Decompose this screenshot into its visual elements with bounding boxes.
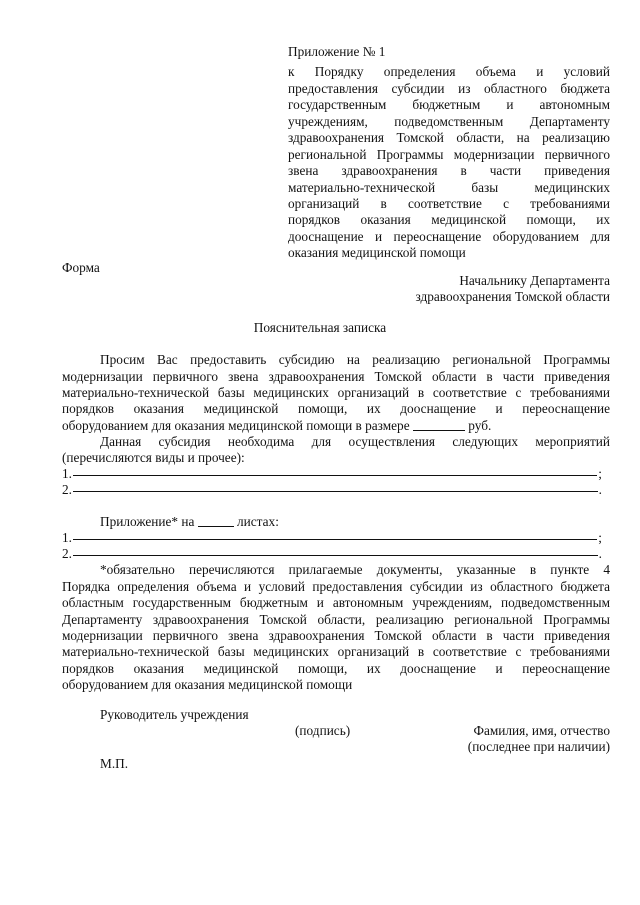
purpose-item-2 (62, 482, 602, 498)
request-last-prefix: оборудованием для оказания медицинской помощи в размере (62, 418, 410, 433)
appendix-line: государственным бюджетным и автономным (288, 97, 610, 112)
request-line: модернизации первичного звена здравоохранения Томской области в части приведения (62, 369, 610, 384)
footnote-line: Департаменту здравоохранения Томской области, реализацию региональной Программы (62, 612, 610, 627)
addressee-line-1: Начальнику Департамента (459, 273, 610, 288)
attachment-item-2 (62, 546, 602, 562)
sheets-count-blank[interactable] (198, 526, 234, 527)
item-number: 2. (62, 482, 72, 497)
currency-label: руб. (468, 418, 492, 433)
name-note: (последнее при наличии) (467, 739, 610, 754)
appendix-line: звена здравоохранения в части приведения (288, 163, 610, 178)
purpose-item-2-field[interactable] (73, 490, 598, 492)
attachment-line (100, 514, 279, 530)
attachment-item-2-field[interactable] (73, 554, 598, 556)
appendix-line: к Порядку определения объема и условий (288, 64, 610, 79)
item-end: . (598, 546, 602, 561)
appendix-line: оказания медицинской помощи (288, 245, 466, 260)
appendix-line: дооснащение и переоснащение оборудованием для (288, 229, 610, 244)
footnote-line: модернизации первичного звена здравоохранения Томской области в части приведения (62, 628, 610, 643)
appendix-line: здравоохранения Томской области, на реализацию (288, 130, 610, 145)
appendix-line: учреждениям, подведомственным Департаменту (288, 114, 610, 129)
signature-label: (подпись) (295, 723, 351, 738)
attachment-suffix: листах: (237, 514, 279, 529)
appendix-title: Приложение № 1 (288, 44, 386, 59)
attachment-item-1 (62, 530, 602, 546)
purpose-item-1 (62, 466, 602, 482)
attachment-prefix: Приложение* на (100, 514, 195, 529)
footnote-line: порядков оказания медицинской помощи, их дооснащение и переоснащение (62, 661, 610, 676)
addressee-line-2: здравоохранения Томской области (415, 289, 610, 304)
footnote-line: Порядка определения объема и условий предоставления субсидии из областного бюджета (62, 579, 610, 594)
stamp-label: М.П. (100, 756, 129, 771)
request-line: порядков оказания медицинской помощи, их дооснащение и переоснащение (62, 401, 610, 416)
form-label: Форма (62, 260, 100, 275)
item-end: ; (598, 530, 602, 545)
item-number: 1. (62, 466, 72, 481)
amount-blank[interactable] (413, 430, 465, 431)
item-number: 2. (62, 546, 72, 561)
request-last-line (62, 418, 491, 434)
name-label: Фамилия, имя, отчество (473, 723, 610, 738)
footnote-line: *обязательно перечисляются прилагаемые документы, указанные в пункте 4 (100, 562, 610, 577)
footnote-line: материально-технической базы медицинских организаций в соответствие с требованиями (62, 644, 610, 659)
item-number: 1. (62, 530, 72, 545)
purpose-item-1-field[interactable] (73, 474, 597, 476)
appendix-line: организаций в соответствие с требованиями (288, 196, 610, 211)
appendix-line: региональной Программы модернизации первичного (288, 147, 610, 162)
appendix-line: материально-технической базы медицинских (288, 180, 610, 195)
purpose-line-1: Данная субсидия необходима для осуществления следующих мероприятий (100, 434, 610, 449)
footnote-line: областным государственным бюджетным и автономным учреждениям, подведомственным (62, 595, 610, 610)
request-line: материально-технической базы медицинских организаций в соответствие с требованиями (62, 385, 610, 400)
head-label: Руководитель учреждения (100, 707, 249, 722)
attachment-item-1-field[interactable] (73, 538, 597, 540)
appendix-line: порядков оказания медицинской помощи, их (288, 212, 610, 227)
purpose-line-2: (перечисляются виды и прочее): (62, 450, 245, 465)
item-end: ; (598, 466, 602, 481)
appendix-line: предоставления субсидии из областного бюджета (288, 81, 610, 96)
request-line: Просим Вас предоставить субсидию на реализацию региональной Программы (100, 352, 610, 367)
item-end: . (598, 482, 602, 497)
footnote-line: оборудованием для оказания медицинской помощи (62, 677, 353, 692)
document-title: Пояснительная записка (253, 320, 387, 335)
